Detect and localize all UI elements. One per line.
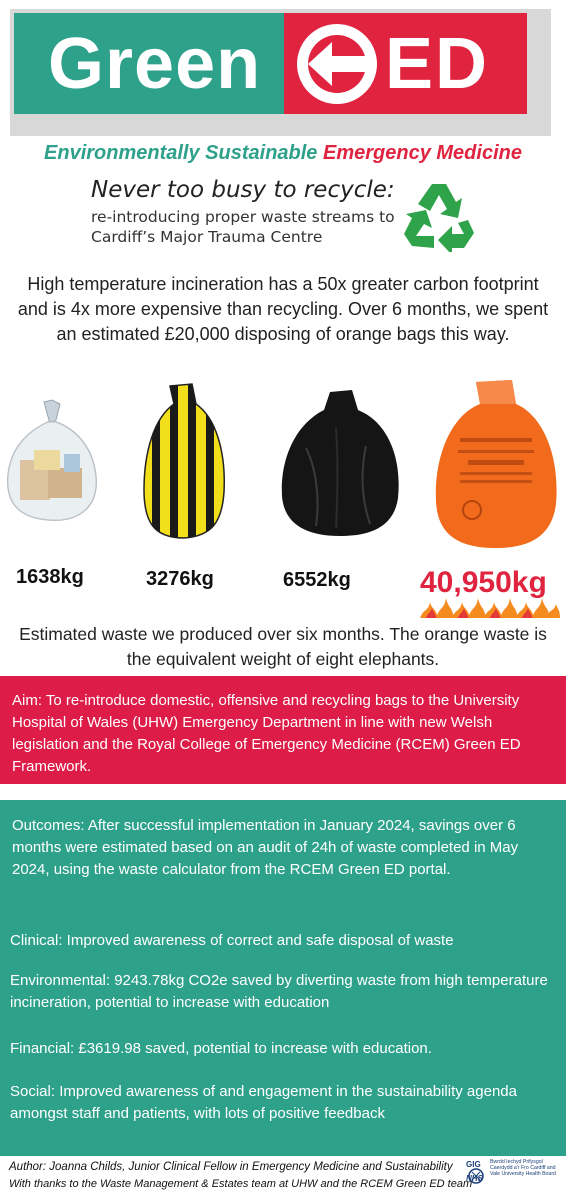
- logo-word-green: Green: [48, 24, 262, 104]
- arrow-left-icon: [290, 20, 384, 108]
- black-domestic-bag: [276, 388, 406, 538]
- clear-recycling-bag: [4, 398, 100, 524]
- tagline: [0, 141, 566, 165]
- orange-clinical-waste-bag: [430, 378, 562, 552]
- page-subtitle: re-introducing proper waste streams to Cardiff’s Major Trauma Centre: [91, 208, 395, 246]
- outcomes-text: Outcomes: After successful implementation in January 2024, savings over 6 months were estimated based on an audit of 24h of waste completed in May 2024, using the waste calculator from the RCEM Green ED portal.: [12, 817, 519, 878]
- nhs-gig-text: GIG: [466, 1160, 481, 1169]
- footer-thanks: With thanks to the Waste Management & Estates team at UHW and the RCEM Green ED team: [9, 1178, 473, 1190]
- logo-word-ed: ED: [385, 24, 490, 104]
- yellow-black-tiger-bag: [140, 382, 230, 540]
- social-text: Social: Improved awareness of and engagement in the sustainability agenda amongst staff and patients, with lots of positive feedback: [10, 1083, 517, 1122]
- recycle-icon: [402, 178, 476, 252]
- waste-caption: Estimated waste we produced over six months. The orange waste is the equivalent weight of eight elephants.: [19, 624, 547, 669]
- aim-text: Aim: To re-introduce domestic, offensive and recycling bags to the University Hospital of Wales (UHW) Emergency Department in line with new Welsh legislation and the Royal College of Emergency Medicine (RCEM) Green ED Framework.: [12, 692, 521, 775]
- bag-weight-black: 6552kg: [283, 569, 351, 591]
- health-board-name: Bwrdd Iechyd Prifysgol Caerdydd a'r Fro Cardiff and Vale University Health Board: [490, 1159, 556, 1178]
- bag-weight-yellow: 3276kg: [146, 568, 214, 590]
- intro-paragraph: High temperature incineration has a 50x greater carbon footprint and is 4x more expensive than recycling. Over 6 months, we spent an estimated £20,000 disposing of orange bags this way.: [17, 274, 549, 344]
- clinical-text: Clinical: Improved awareness of correct and safe disposal of waste: [10, 932, 454, 949]
- tagline-part-1: Environmentally Sustainable: [44, 142, 318, 164]
- bag-weight-clear: 1638kg: [16, 566, 84, 588]
- financial-text: Financial: £3619.98 saved, potential to increase with education.: [10, 1040, 432, 1057]
- footer-author: Author: Joanna Childs, Junior Clinical Fellow in Emergency Medicine and Sustainability: [9, 1161, 453, 1173]
- nhs-nhs-text: NHS: [466, 1174, 483, 1183]
- environmental-text: Environmental: 9243.78kg CO2e saved by diverting waste from high temperature incineration, potential to increase with education: [10, 972, 548, 1011]
- flames-icon: [420, 596, 560, 618]
- page-title: Never too busy to recycle:: [91, 177, 395, 203]
- tagline-part-2: Emergency Medicine: [323, 142, 522, 164]
- bag-weight-orange: 40,950kg: [420, 566, 547, 599]
